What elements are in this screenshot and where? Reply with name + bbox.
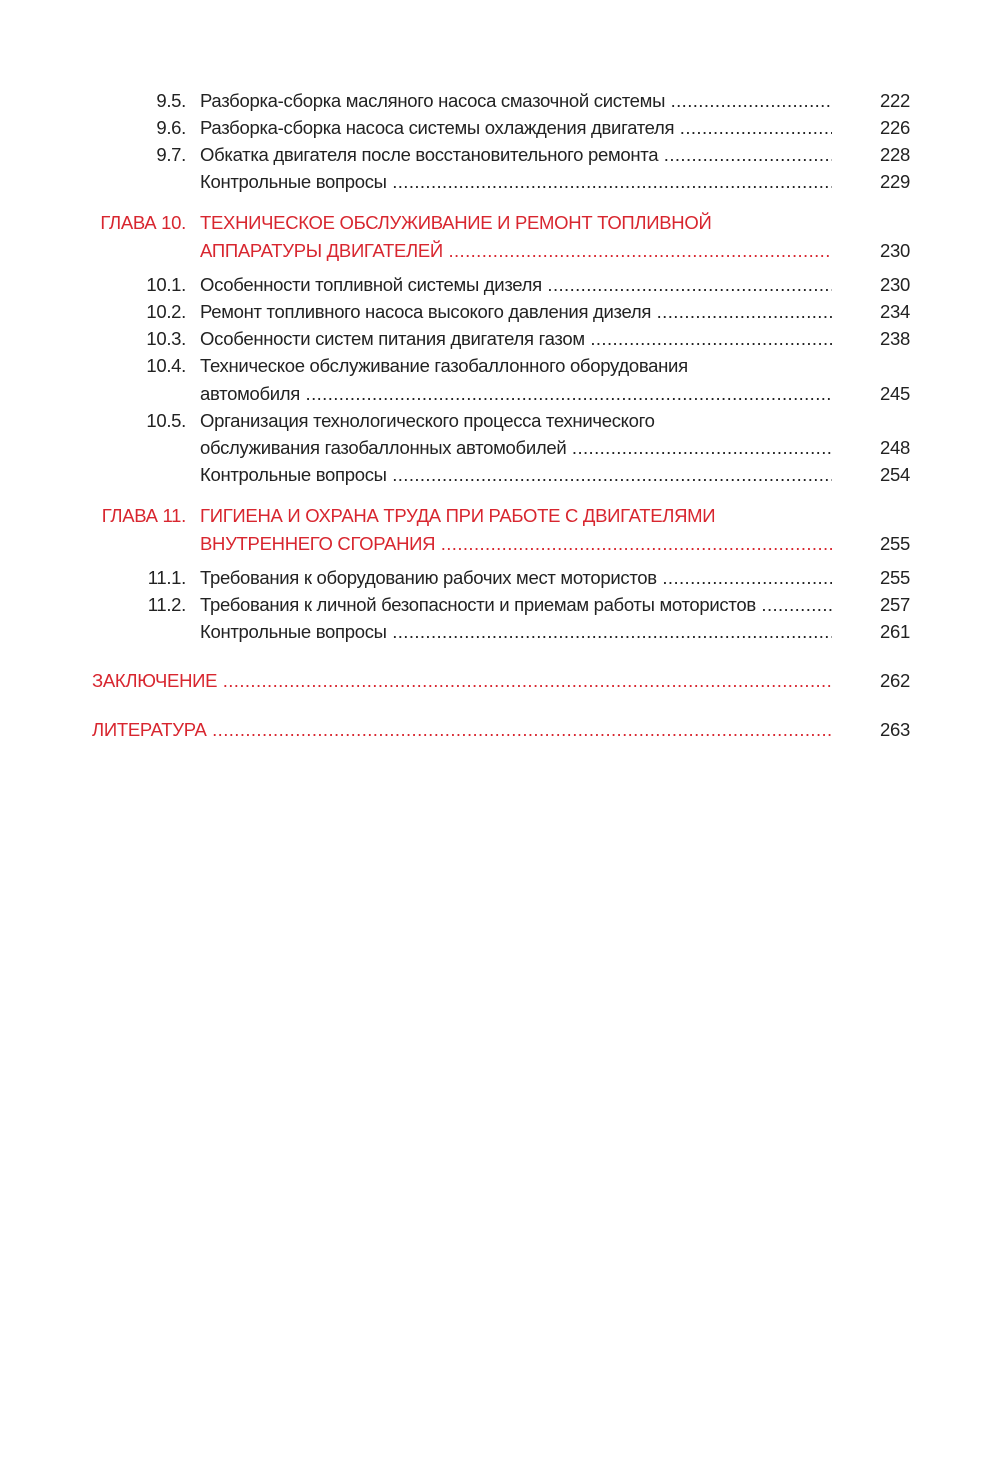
toc-entry-page: 257 bbox=[880, 594, 910, 615]
toc-entry-page: 222 bbox=[880, 90, 910, 111]
toc-chapter-10-heading-cont[interactable] bbox=[0, 238, 1000, 264]
toc-entry-page: 226 bbox=[880, 117, 910, 138]
toc-entry-title: Требования к личной безопасности и приемам работы мотористов ..... bbox=[200, 592, 832, 618]
toc-entry-9-5[interactable] bbox=[0, 88, 1000, 114]
toc-entry-page: 245 bbox=[880, 383, 910, 404]
toc-entry-literature[interactable] bbox=[0, 717, 1000, 743]
toc-entry-page: 230 bbox=[880, 274, 910, 295]
toc-entry-title: Особенности топливной системы дизеля ..... bbox=[200, 272, 832, 298]
toc-chapter-11-heading-cont[interactable] bbox=[0, 531, 1000, 557]
toc-entry-page: 248 bbox=[880, 437, 910, 458]
toc-entry-10-1[interactable] bbox=[0, 272, 1000, 298]
toc-entry-10-3[interactable] bbox=[0, 326, 1000, 352]
toc-chapter-title-line2: АППАРАТУРЫ ДВИГАТЕЛЕЙ ..... bbox=[200, 238, 832, 264]
toc-entry-title-line1: Техническое обслуживание газобаллонного оборудования bbox=[200, 355, 688, 376]
toc-entry-page: 228 bbox=[880, 144, 910, 165]
toc-entry-title-line2: автомобиля ..... bbox=[200, 381, 832, 407]
toc-entry-11-2[interactable] bbox=[0, 592, 1000, 618]
toc-entry-page: 230 bbox=[880, 240, 910, 261]
toc-entry-title-line1: Организация технологического процесса технического bbox=[200, 410, 655, 431]
toc-chapter-number: ГЛАВА 11. bbox=[101, 505, 186, 526]
toc-entry-title: Контрольные вопросы ..... bbox=[200, 462, 832, 488]
toc-entry-9-6[interactable] bbox=[0, 115, 1000, 141]
toc-entry-page: 255 bbox=[880, 567, 910, 588]
toc-entry-number: 9.5. bbox=[156, 90, 186, 111]
toc-entry-number: 10.1. bbox=[146, 274, 186, 295]
toc-entry-title: ЗАКЛЮЧЕНИЕ ..... bbox=[92, 668, 832, 694]
toc-chapter-11-heading[interactable] bbox=[0, 503, 1000, 529]
toc-entry-number: 10.5. bbox=[146, 410, 186, 431]
toc-entry-page: 255 bbox=[880, 533, 910, 554]
toc-chapter-number: ГЛАВА 10. bbox=[100, 212, 186, 233]
toc-chapter-10-heading[interactable] bbox=[0, 210, 1000, 236]
toc-entry-page: 262 bbox=[880, 670, 910, 691]
toc-entry-9-7[interactable] bbox=[0, 142, 1000, 168]
toc-entry-title: Особенности систем питания двигателя газом ..... bbox=[200, 326, 832, 352]
toc-entry-number: 10.2. bbox=[146, 301, 186, 322]
toc-entry-title: Ремонт топливного насоса высокого давления дизеля ..... bbox=[200, 299, 832, 325]
toc-entry-number: 10.3. bbox=[146, 328, 186, 349]
toc-entry-page: 229 bbox=[880, 171, 910, 192]
toc-entry-page: 254 bbox=[880, 464, 910, 485]
toc-entry-title: Контрольные вопросы ..... bbox=[200, 169, 832, 195]
toc-entry-page: 261 bbox=[880, 621, 910, 642]
toc-entry-title: Требования к оборудованию рабочих мест мотористов ..... bbox=[200, 565, 832, 591]
toc-entry-review-questions-10[interactable] bbox=[0, 462, 1000, 488]
toc-entry-conclusion[interactable] bbox=[0, 668, 1000, 694]
toc-entry-title: Разборка-сборка масляного насоса смазочной системы ..... bbox=[200, 88, 832, 114]
toc-entry-number: 9.7. bbox=[156, 144, 186, 165]
toc-chapter-title-line2: ВНУТРЕННЕГО СГОРАНИЯ ..... bbox=[200, 531, 832, 557]
toc-entry-page: 234 bbox=[880, 301, 910, 322]
toc-entry-number: 10.4. bbox=[146, 355, 186, 376]
toc-entry-title: ЛИТЕРАТУРА ..... bbox=[92, 717, 832, 743]
toc-entry-review-questions-9[interactable] bbox=[0, 169, 1000, 195]
toc-entry-10-5-cont[interactable] bbox=[0, 435, 1000, 461]
toc-entry-number: 11.2. bbox=[147, 594, 186, 615]
toc-entry-title: Контрольные вопросы ..... bbox=[200, 619, 832, 645]
toc-entry-10-2[interactable] bbox=[0, 299, 1000, 325]
toc-entry-10-4-cont[interactable] bbox=[0, 381, 1000, 407]
toc-entry-title: Обкатка двигателя после восстановительного ремонта ..... bbox=[200, 142, 832, 168]
toc-entry-review-questions-11[interactable] bbox=[0, 619, 1000, 645]
toc-entry-page: 263 bbox=[880, 719, 910, 740]
toc-entry-10-4[interactable] bbox=[0, 353, 1000, 379]
toc-entry-page: 238 bbox=[880, 328, 910, 349]
toc-entry-10-5[interactable] bbox=[0, 408, 1000, 434]
toc-entry-title-line2: обслуживания газобаллонных автомобилей ..... bbox=[200, 435, 832, 461]
toc-entry-title: Разборка-сборка насоса системы охлаждения двигателя ..... bbox=[200, 115, 832, 141]
toc-entry-11-1[interactable] bbox=[0, 565, 1000, 591]
toc-chapter-title-line1: ТЕХНИЧЕСКОЕ ОБСЛУЖИВАНИЕ И РЕМОНТ ТОПЛИВНОЙ bbox=[200, 212, 712, 233]
toc-chapter-title-line1: ГИГИЕНА И ОХРАНА ТРУДА ПРИ РАБОТЕ С ДВИГАТЕЛЯМИ bbox=[200, 505, 716, 526]
toc-entry-number: 9.6. bbox=[156, 117, 186, 138]
toc-entry-number: 11.1. bbox=[147, 567, 186, 588]
